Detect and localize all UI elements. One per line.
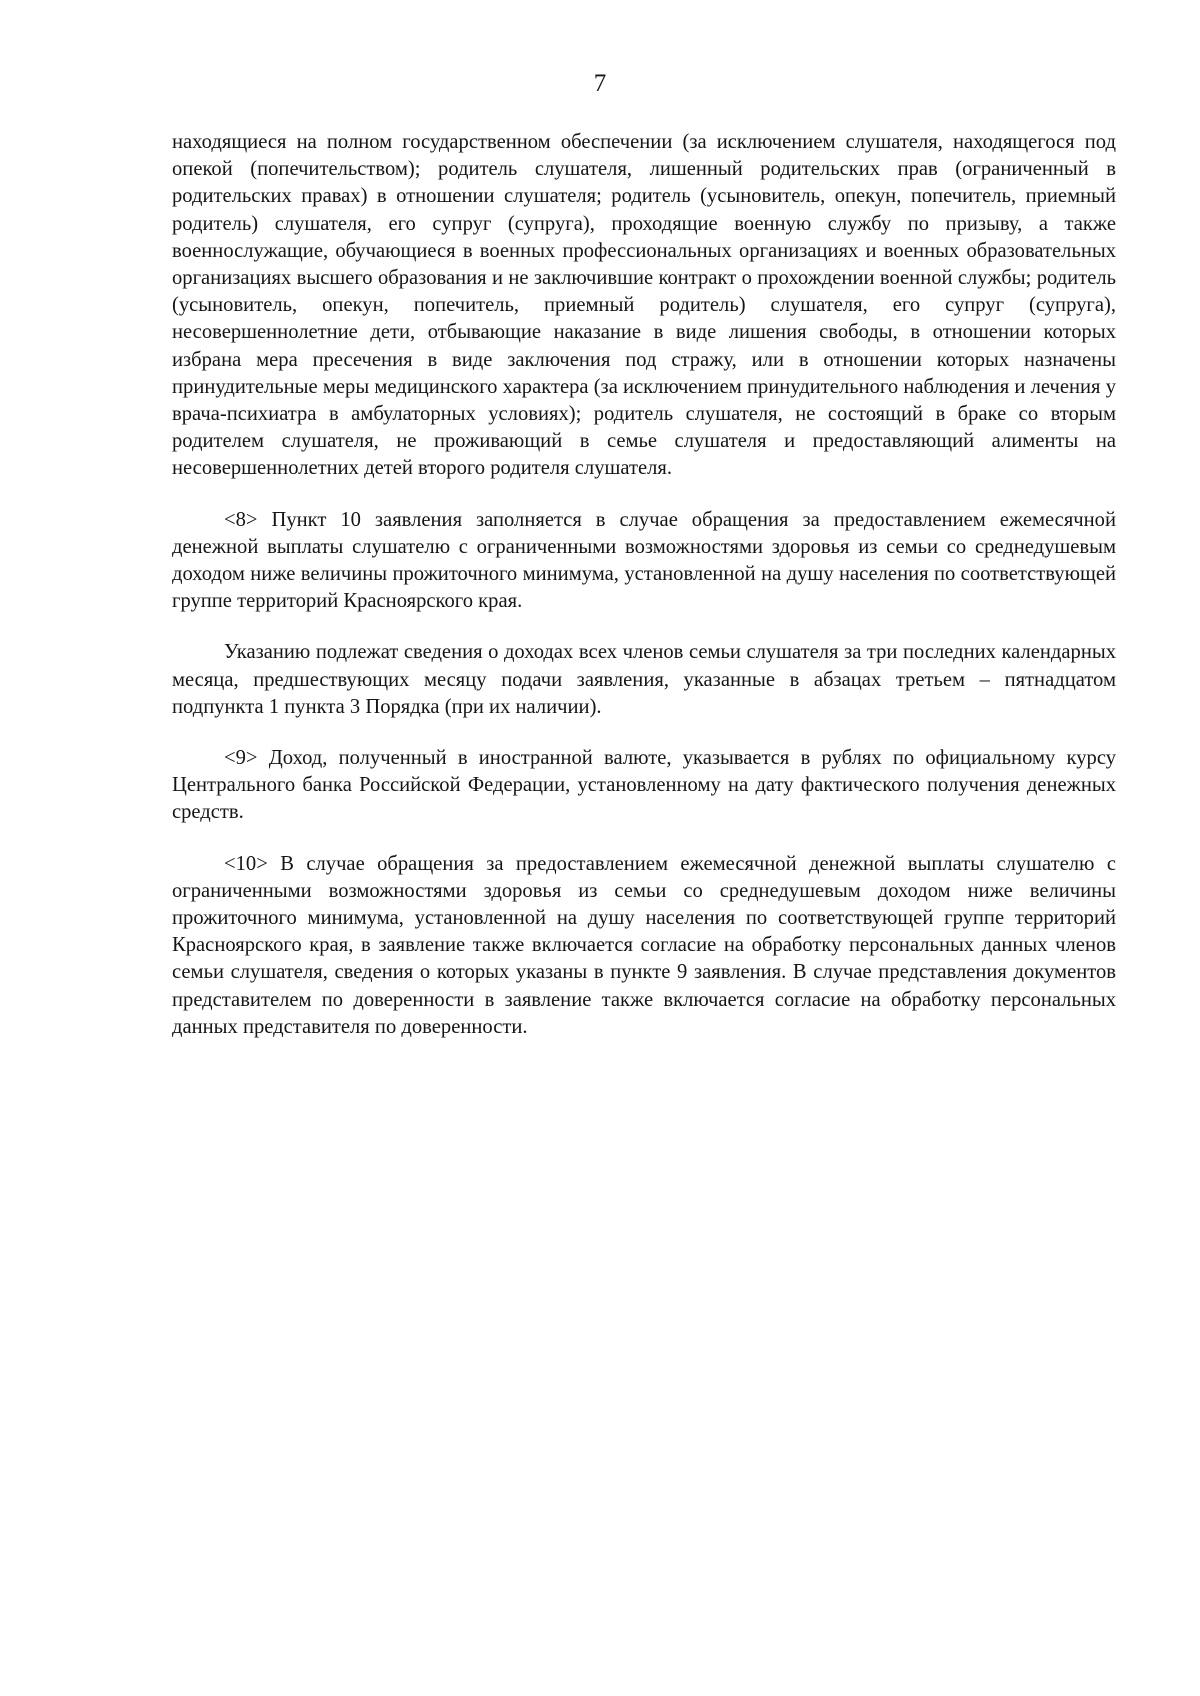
page-number: 7 [593, 70, 607, 97]
document-body [172, 129, 1116, 1065]
footnote-10-paragraph: <10> В случае обращения за предоставлением ежемесячной денежной выплаты слушателю с ограниченными возможностями здоровья из семьи со среднедушевым доходом ниже величины прожиточного минимума, установленной на душу населения по соответствующей группе территорий Красноярского края, в заявление также включается согласие на обработку персональных данных членов семьи слушателя, сведения о которых указаны в пункте 9 заявления. В случае представления документов представителем по доверенности в заявление также включается согласие на обработку персональных данных представителя по доверенности. [172, 852, 1116, 1038]
footnote-9-paragraph: <9> Доход, полученный в иностранной валюте, указывается в рублях по официальному курсу Центрального банка Российской Федерации, установленному на дату фактического получения денежных средств. [172, 747, 1116, 824]
footnote-8-paragraph: <8> Пункт 10 заявления заполняется в случае обращения за предоставлением ежемесячной денежной выплаты слушателю с ограниченными возможностями здоровья из семьи со среднедушевым доходом ниже величины прожиточного минимума, установленной на душу населения по соответствующей группе территорий Красноярского края. [172, 508, 1116, 613]
income-details-paragraph: Указанию подлежат сведения о доходах всех членов семьи слушателя за три последних календарных месяца, предшествующих месяцу подачи заявления, указанные в абзацах третьем – пятнадцатом подпункта 1 пункта 3 Порядка (при их наличии). [172, 641, 1116, 718]
paragraph-continuation-family-members: находящиеся на полном государственном обеспечении (за исключением слушателя, находящегося под опекой (попечительством); родитель слушателя, лишенный родительских прав (ограниченный в родительских правах) в отношении слушателя; родитель (усыновитель, опекун, попечитель, приемный родитель) слушателя, его супруг (супруга), проходящие военную службу по призыву, а также военнослужащие, обучающиеся в военных профессиональных организациях и военных образовательных организациях высшего образования и не заключившие контракт о прохождении военной службы; родитель (усыновитель, опекун, попечитель, приемный родитель) слушателя, его супруг (супруга), несовершеннолетние дети, отбывающие наказание в виде лишения свободы, в отношении которых избрана мера пресечения в виде заключения под стражу, или в отношении которых назначены принудительные меры медицинского характера (за исключением принудительного наблюдения и лечения у врача-психиатра в амбулаторных условиях); родитель слушателя, не состоящий в браке со вторым родителем слушателя, не проживающий в семье слушателя и предоставляющий алименты на несовершеннолетних детей второго родителя слушателя. [172, 131, 1116, 480]
